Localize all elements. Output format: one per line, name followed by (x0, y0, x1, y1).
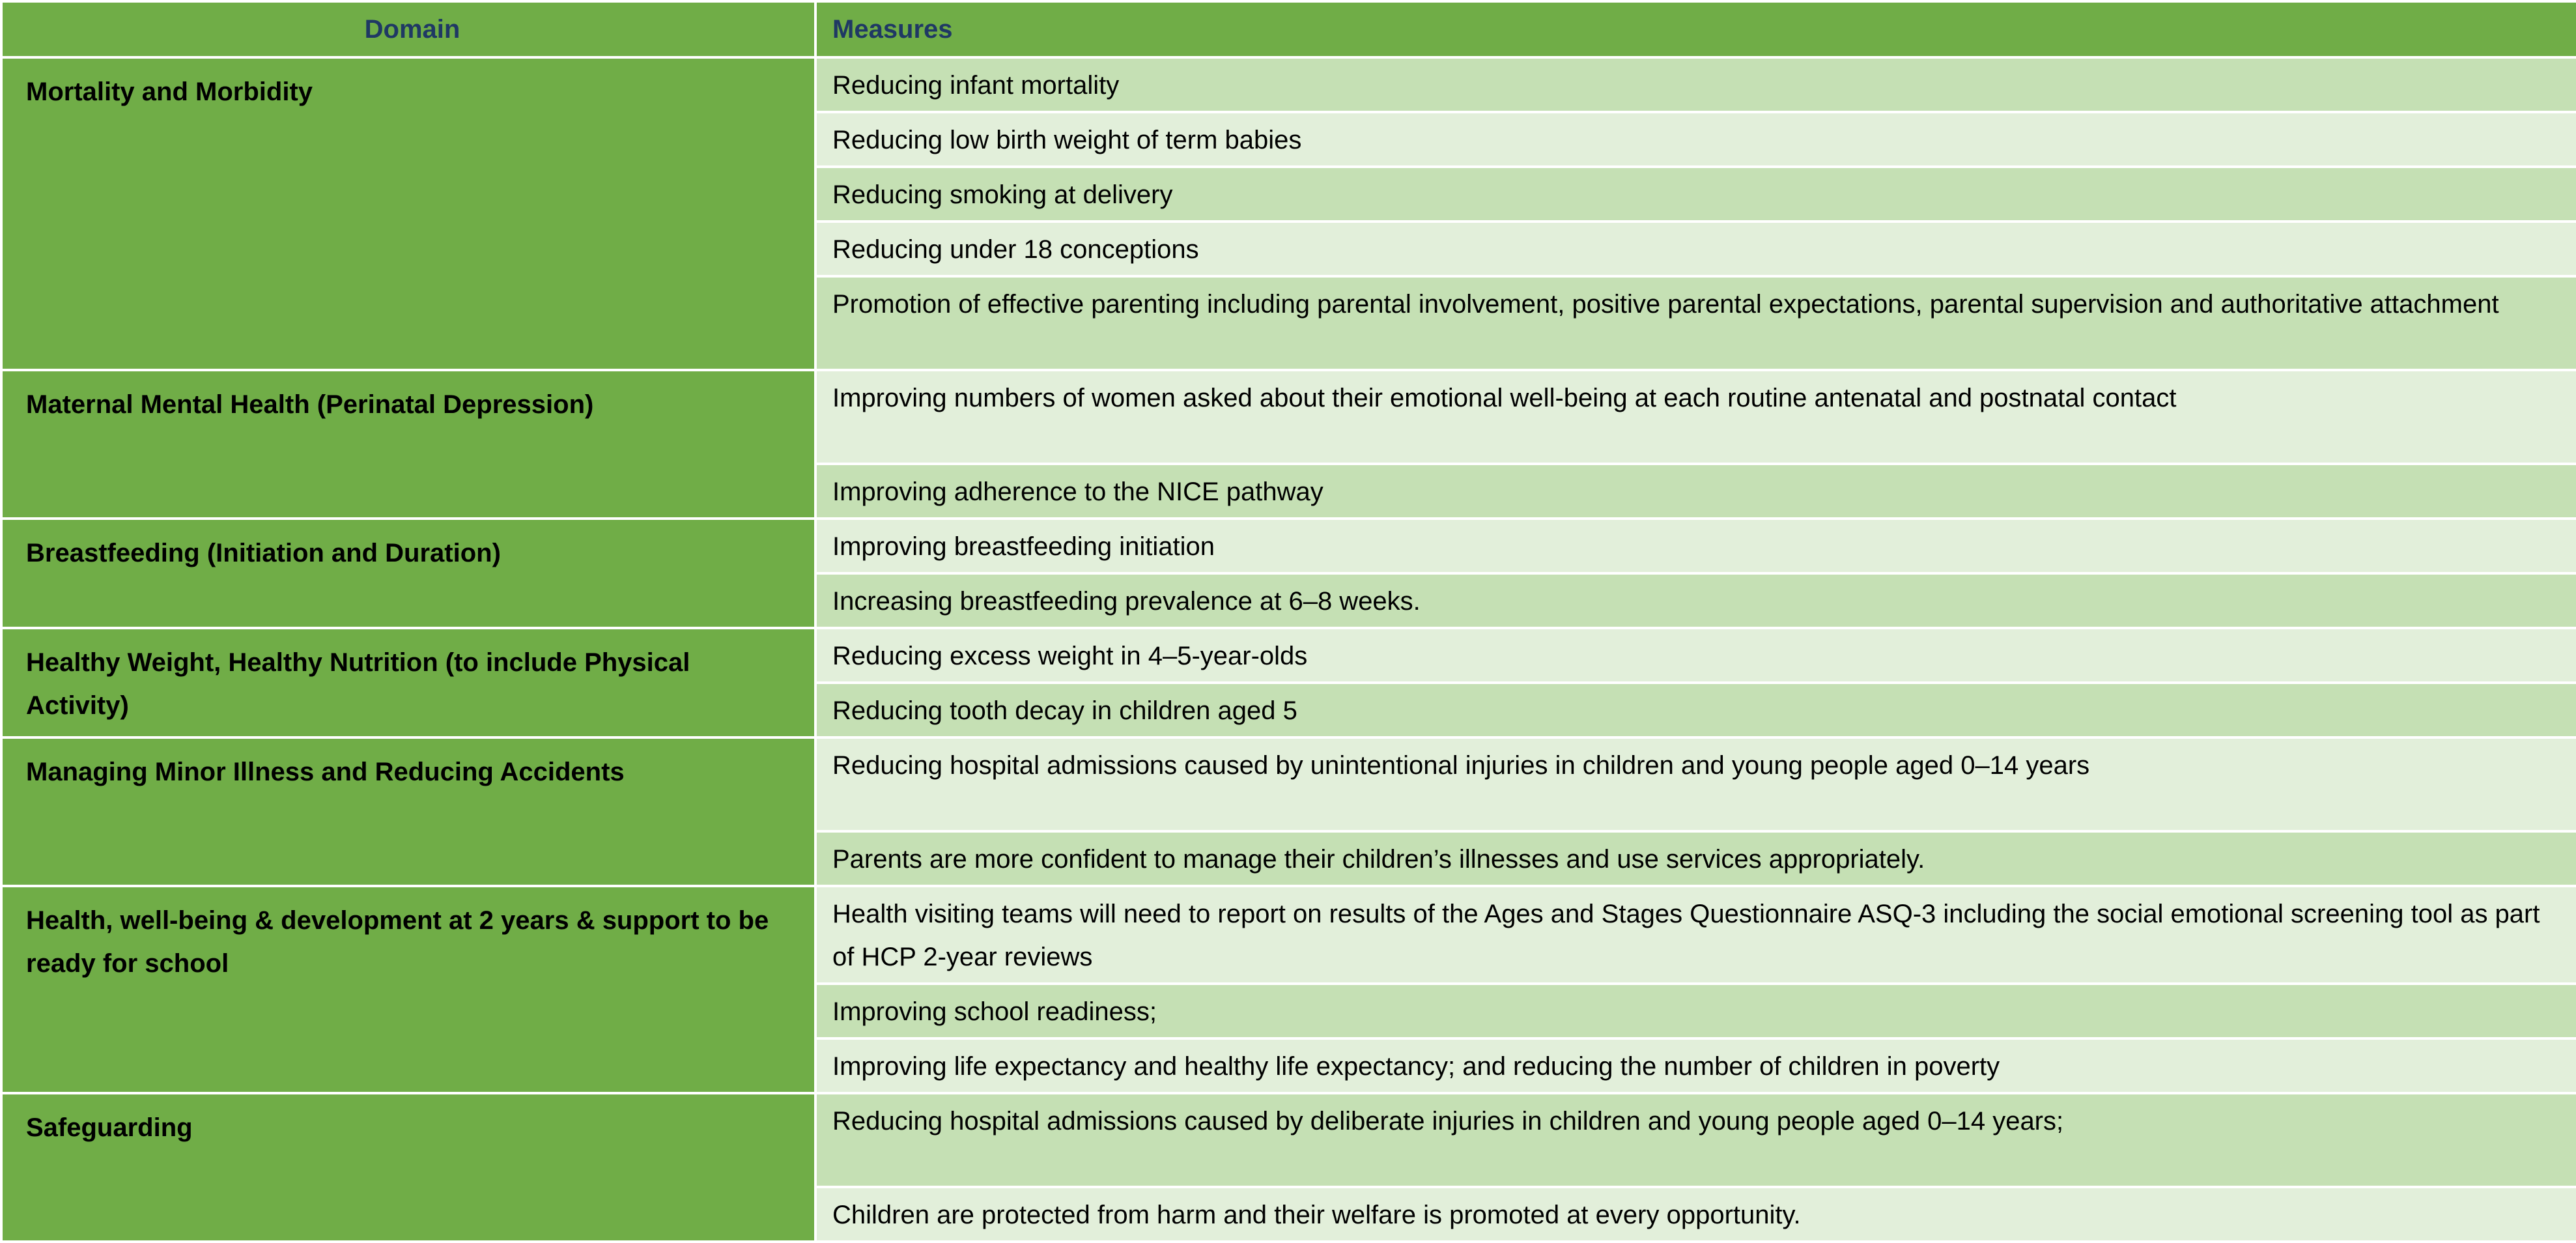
domain-cell: Managing Minor Illness and Reducing Accidents (1, 737, 815, 886)
measure-cell: Improving life expectancy and healthy life expectancy; and reducing the number of children in poverty (815, 1038, 2576, 1093)
measures-column-header: Measures (815, 1, 2576, 57)
measure-cell: Improving adherence to the NICE pathway (815, 464, 2576, 519)
table-row (1, 370, 2576, 464)
measure-cell: Improving school readiness; (815, 984, 2576, 1038)
table-row (1, 1093, 2576, 1187)
table-row (1, 519, 2576, 573)
domain-cell: Healthy Weight, Healthy Nutrition (to include Physical Activity) (1, 628, 815, 737)
header-row (1, 1, 2576, 57)
table-row (1, 57, 2576, 112)
domain-cell: Breastfeeding (Initiation and Duration) (1, 519, 815, 628)
table-row (1, 628, 2576, 683)
measure-cell: Increasing breastfeeding prevalence at 6–8 weeks. (815, 573, 2576, 628)
measure-cell: Parents are more confident to manage their children’s illnesses and use services appropriately. (815, 831, 2576, 886)
measure-cell: Reducing infant mortality (815, 57, 2576, 112)
measure-cell: Reducing under 18 conceptions (815, 221, 2576, 276)
measure-cell: Reducing low birth weight of term babies (815, 112, 2576, 167)
table-row (1, 737, 2576, 831)
domain-cell: Health, well-being & development at 2 years & support to be ready for school (1, 886, 815, 1093)
table-row (1, 886, 2576, 984)
measure-cell: Health visiting teams will need to report on results of the Ages and Stages Questionnaire ASQ-3 including the social emotional screening tool as part of HCP 2-year reviews (815, 886, 2576, 984)
measure-cell: Reducing excess weight in 4–5-year-olds (815, 628, 2576, 683)
measure-cell: Reducing hospital admissions caused by unintentional injuries in children and young people aged 0–14 years (815, 737, 2576, 831)
domain-cell: Maternal Mental Health (Perinatal Depression) (1, 370, 815, 519)
measure-cell: Improving numbers of women asked about their emotional well-being at each routine antenatal and postnatal contact (815, 370, 2576, 464)
measure-cell: Reducing smoking at delivery (815, 167, 2576, 221)
measure-cell: Reducing tooth decay in children aged 5 (815, 683, 2576, 737)
measure-cell: Improving breastfeeding initiation (815, 519, 2576, 573)
domain-column-header: Domain (1, 1, 815, 57)
domain-cell: Safeguarding (1, 1093, 815, 1242)
measure-cell: Promotion of effective parenting including parental involvement, positive parental expectations, parental supervision and authoritative attachment (815, 276, 2576, 370)
measure-cell: Reducing hospital admissions caused by deliberate injuries in children and young people aged 0–14 years; (815, 1093, 2576, 1187)
domain-cell: Mortality and Morbidity (1, 57, 815, 370)
measure-cell: Children are protected from harm and their welfare is promoted at every opportunity. (815, 1187, 2576, 1242)
